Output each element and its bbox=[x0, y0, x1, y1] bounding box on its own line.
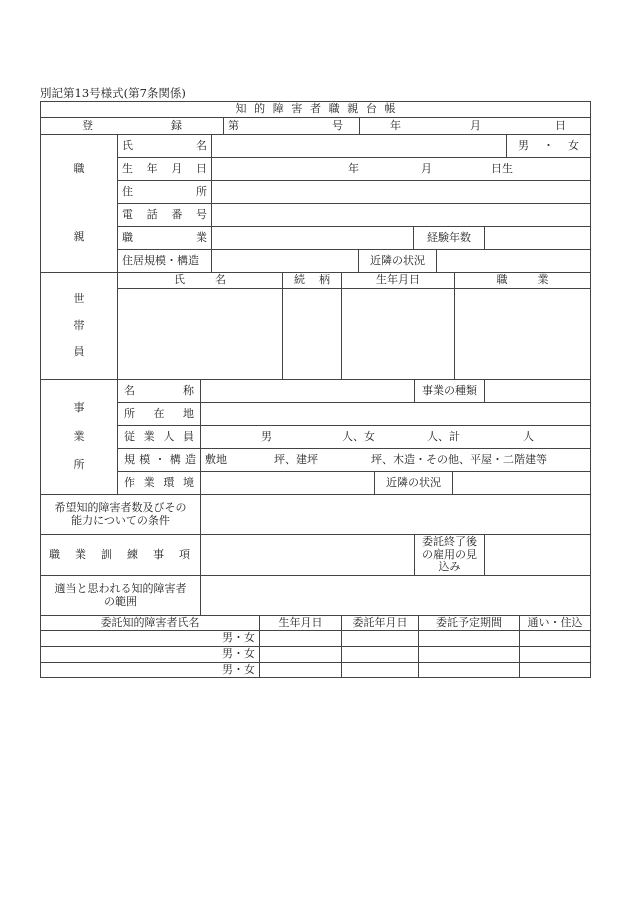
household-birthdate-header: 生年月日 bbox=[342, 273, 455, 289]
commission-row-period[interactable] bbox=[419, 631, 520, 647]
label-char: 業 bbox=[143, 475, 155, 489]
commission-row-period[interactable] bbox=[419, 663, 520, 677]
scale-label bbox=[118, 449, 201, 472]
registration-number-field[interactable] bbox=[224, 118, 360, 135]
label-line: 委託終了後 bbox=[422, 535, 477, 549]
unit-male: 男 bbox=[261, 429, 272, 443]
registration-year: 年 bbox=[390, 118, 401, 132]
sex-option: 男・女 bbox=[222, 647, 255, 661]
label-char: 称 bbox=[183, 383, 194, 397]
sex-option: 男・女 bbox=[222, 631, 255, 645]
shokushin-neighborhood-label: 近隣の状況 bbox=[359, 250, 437, 273]
business-section-label bbox=[41, 380, 118, 495]
label-line: 適当と思われる知的障害者 bbox=[54, 581, 187, 595]
title-char: 者 bbox=[310, 102, 321, 116]
shokushin-address-field[interactable] bbox=[212, 181, 590, 204]
shokushin-birthdate-label bbox=[118, 158, 212, 181]
label-char: 地 bbox=[183, 406, 194, 420]
label-char: 業 bbox=[196, 230, 207, 244]
side-char: 帯 bbox=[73, 318, 85, 332]
household-occupation-field[interactable] bbox=[455, 289, 590, 380]
registration-label bbox=[41, 118, 224, 135]
unit-person: 人 bbox=[523, 429, 534, 443]
label-char: 月 bbox=[171, 161, 183, 175]
sex-option: ・ bbox=[543, 138, 554, 152]
household-occupation-header bbox=[455, 273, 590, 289]
label-line: 込み bbox=[438, 560, 461, 574]
title-char: 知 bbox=[235, 102, 247, 116]
scale-site: 敷地 bbox=[205, 452, 227, 466]
label-char: 氏 bbox=[122, 138, 133, 152]
commission-row-commute[interactable] bbox=[520, 663, 590, 677]
business-location-field[interactable] bbox=[201, 403, 590, 426]
shokushin-phone-label bbox=[118, 204, 212, 227]
commission-name-header: 委託知的障害者氏名 bbox=[41, 616, 260, 631]
shokushin-birthdate-field[interactable] bbox=[212, 158, 590, 181]
label-char: 従 bbox=[124, 429, 135, 443]
business-name-field[interactable] bbox=[201, 380, 415, 403]
label-line: の範囲 bbox=[104, 594, 137, 608]
employment-prospect-label bbox=[415, 535, 485, 576]
label-char: 電 bbox=[122, 207, 133, 221]
household-section-label bbox=[41, 273, 118, 380]
title-char: 親 bbox=[347, 102, 359, 116]
shokushin-phone-field[interactable] bbox=[212, 204, 590, 227]
commission-row-birthdate[interactable] bbox=[260, 663, 342, 677]
label-char: 録 bbox=[171, 118, 182, 132]
shokushin-ledger-form bbox=[40, 101, 591, 678]
commission-row-commute[interactable] bbox=[520, 631, 590, 647]
label-char: 登 bbox=[82, 118, 93, 132]
label-char: 年 bbox=[146, 161, 158, 175]
label-char: 業 bbox=[75, 547, 86, 561]
shokushin-neighborhood-field[interactable] bbox=[437, 250, 590, 273]
commission-period-header: 委託予定期間 bbox=[419, 616, 520, 631]
label-char: 業 bbox=[143, 429, 155, 443]
label-char: 名 bbox=[124, 383, 135, 397]
shokushin-sex-field[interactable] bbox=[507, 135, 590, 158]
commission-row-name[interactable] bbox=[41, 647, 260, 663]
shokushin-section-label bbox=[41, 135, 118, 273]
commission-row-name[interactable] bbox=[41, 631, 260, 647]
header-char: 業 bbox=[537, 273, 549, 287]
sex-option: 男・女 bbox=[222, 663, 255, 676]
unit-female: 人、女 bbox=[342, 429, 375, 443]
title-char: 的 bbox=[254, 102, 266, 116]
registration-day: 日 bbox=[555, 118, 566, 132]
housing-field[interactable] bbox=[212, 250, 359, 273]
environment-field[interactable] bbox=[201, 472, 375, 495]
registration-gou: 号 bbox=[332, 118, 343, 132]
side-char: 員 bbox=[73, 345, 85, 359]
label-char: 生 bbox=[122, 161, 133, 175]
label-char: 項 bbox=[179, 547, 190, 561]
label-char: 所 bbox=[196, 184, 207, 198]
label-char: 作 bbox=[124, 475, 135, 489]
employees-field[interactable] bbox=[201, 426, 590, 449]
label-char: 訓 bbox=[101, 547, 112, 561]
label-char: 話 bbox=[146, 207, 158, 221]
label-char: 日 bbox=[195, 161, 207, 175]
shokushin-occupation-label bbox=[118, 227, 212, 250]
commission-row-birthdate[interactable] bbox=[260, 631, 342, 647]
household-name-header bbox=[118, 273, 283, 289]
label-char: 規 bbox=[124, 452, 135, 466]
label-char: 構 bbox=[169, 452, 181, 466]
housing-label: 住居規模・構造 bbox=[118, 250, 212, 273]
environment-label bbox=[118, 472, 201, 495]
household-relation-header bbox=[283, 273, 342, 289]
label-char: 員 bbox=[182, 429, 194, 443]
commission-row-date[interactable] bbox=[342, 647, 419, 663]
household-relation-field[interactable] bbox=[283, 289, 342, 380]
label-char: 練 bbox=[127, 547, 138, 561]
experience-years-label: 経験年数 bbox=[414, 227, 485, 250]
employees-label bbox=[118, 426, 201, 449]
label-char: 造 bbox=[185, 452, 196, 466]
scale-structure: 坪、木造・その他、平屋・二階建等 bbox=[371, 452, 547, 466]
side-char: 業 bbox=[73, 429, 85, 443]
side-char: 事 bbox=[73, 401, 85, 415]
label-line: 能力についての条件 bbox=[71, 513, 170, 527]
suitable-range-label bbox=[41, 576, 201, 616]
side-char: 職 bbox=[73, 161, 85, 175]
commission-row-commute[interactable] bbox=[520, 647, 590, 663]
shokushin-name-field[interactable] bbox=[212, 135, 507, 158]
sex-option: 男 bbox=[518, 138, 529, 152]
shokushin-occupation-field[interactable] bbox=[212, 227, 414, 250]
experience-years-field[interactable] bbox=[485, 227, 590, 250]
employment-prospect-field[interactable] bbox=[485, 535, 590, 576]
business-type-field[interactable] bbox=[485, 380, 590, 403]
label-char: 事 bbox=[153, 547, 164, 561]
label-char: 職 bbox=[122, 230, 133, 244]
scale-field[interactable] bbox=[201, 449, 590, 472]
training-field[interactable] bbox=[201, 535, 415, 576]
registration-dai: 第 bbox=[228, 118, 239, 132]
commission-date-header: 委託年月日 bbox=[342, 616, 419, 631]
label-char: 住 bbox=[122, 184, 133, 198]
label-char: 模 bbox=[139, 452, 151, 466]
household-birthdate-field[interactable] bbox=[342, 289, 455, 380]
commission-row-name[interactable] bbox=[41, 663, 260, 677]
business-neighborhood-field[interactable] bbox=[453, 472, 590, 495]
header-char: 柄 bbox=[319, 273, 330, 287]
commission-row-period[interactable] bbox=[419, 647, 520, 663]
title-char: 帳 bbox=[384, 102, 396, 116]
title-char: 障 bbox=[272, 102, 284, 116]
scale-building: 坪、建坪 bbox=[274, 452, 318, 466]
registration-date-field[interactable] bbox=[360, 118, 590, 135]
business-type-label: 事業の種類 bbox=[415, 380, 485, 403]
business-name-label bbox=[118, 380, 201, 403]
label-char: 名 bbox=[196, 138, 207, 152]
form-caption: 別記第13号様式(第7条関係) bbox=[40, 86, 186, 100]
sex-option: 女 bbox=[568, 138, 579, 152]
desired-conditions-field[interactable] bbox=[201, 495, 590, 535]
unit-year: 年 bbox=[348, 161, 359, 175]
side-char: 所 bbox=[73, 458, 85, 472]
label-line: の雇用の見 bbox=[422, 547, 477, 561]
business-location-label bbox=[118, 403, 201, 426]
side-char: 親 bbox=[73, 230, 85, 244]
suitable-range-field[interactable] bbox=[201, 576, 590, 616]
desired-conditions-label bbox=[41, 495, 201, 535]
shokushin-name-label bbox=[118, 135, 212, 158]
business-neighborhood-label: 近隣の状況 bbox=[375, 472, 453, 495]
header-char: 氏 bbox=[174, 273, 185, 287]
title-char: 台 bbox=[365, 102, 377, 116]
label-line: 希望知的障害者数及びその bbox=[54, 500, 187, 514]
commission-commute-header: 通い・住込 bbox=[520, 616, 590, 631]
title-char: 職 bbox=[328, 102, 340, 116]
commission-row-date[interactable] bbox=[342, 631, 419, 647]
unit-total: 人、計 bbox=[427, 429, 460, 443]
label-char: 職 bbox=[49, 547, 60, 561]
label-char: 人 bbox=[163, 429, 175, 443]
commission-birthdate-header: 生年月日 bbox=[260, 616, 342, 631]
label-char: 環 bbox=[163, 475, 175, 489]
registration-month: 月 bbox=[470, 118, 481, 132]
label-char: 番 bbox=[171, 207, 183, 221]
label-char: ・ bbox=[154, 452, 166, 466]
unit-month: 月 bbox=[421, 161, 432, 175]
label-char: 号 bbox=[195, 207, 207, 221]
header-char: 続 bbox=[294, 273, 305, 287]
training-label bbox=[41, 535, 201, 576]
label-char: 境 bbox=[182, 475, 194, 489]
label-char: 在 bbox=[153, 406, 165, 420]
side-char: 世 bbox=[73, 292, 85, 306]
label-char: 所 bbox=[124, 406, 135, 420]
header-char: 職 bbox=[496, 273, 508, 287]
commission-row-birthdate[interactable] bbox=[260, 647, 342, 663]
shokushin-address-label bbox=[118, 181, 212, 204]
unit-day-born: 日生 bbox=[491, 161, 513, 175]
title-char: 害 bbox=[291, 102, 303, 116]
household-name-field[interactable] bbox=[118, 289, 283, 380]
form-title bbox=[41, 102, 590, 118]
header-char: 名 bbox=[215, 273, 226, 287]
commission-row-date[interactable] bbox=[342, 663, 419, 677]
